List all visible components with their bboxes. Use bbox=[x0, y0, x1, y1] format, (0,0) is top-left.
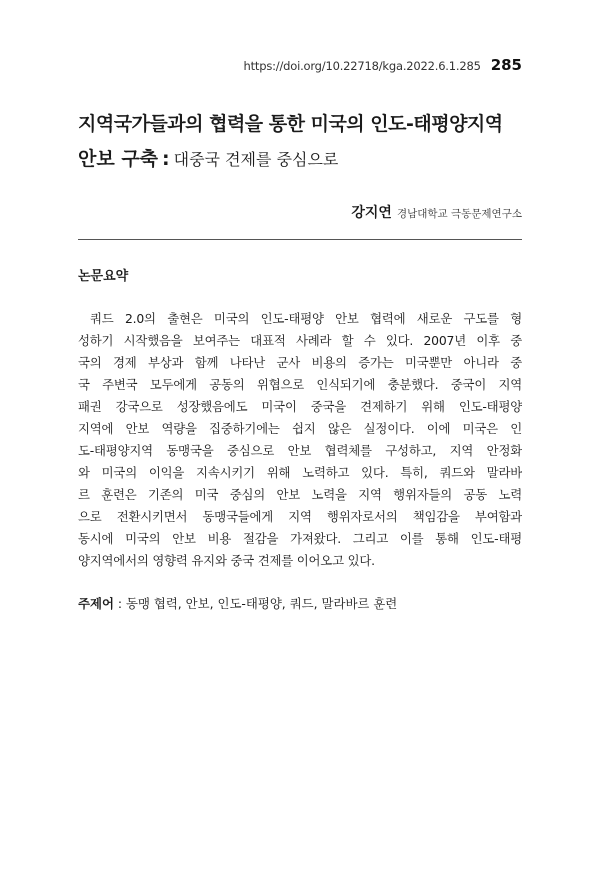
abstract-line: 성하기 시작했음을 보여주는 대표적 사례라 할 수 있다. 2007년 이후 중 bbox=[78, 333, 522, 348]
author-name: 강지연 bbox=[351, 205, 392, 221]
keywords-separator: : bbox=[113, 596, 126, 611]
abstract-body bbox=[78, 308, 522, 572]
abstract-line: 도-태평양지역 동맹국을 중심으로 안보 협력체를 구성하고, 지역 안정화 bbox=[78, 443, 522, 458]
title-line-2 bbox=[78, 144, 538, 175]
abstract-line: 지역에 안보 역량을 집중하기에는 쉽지 않은 실정이다. 이에 미국은 인 bbox=[78, 421, 522, 436]
author-affiliation: 경남대학교 극동문제연구소 bbox=[396, 208, 522, 220]
abstract-heading: 논문요약 bbox=[78, 269, 129, 284]
abstract-line: 쿼드 2.0의 출현은 미국의 인도-태평양 안보 협력에 새로운 구도를 형 bbox=[90, 311, 522, 326]
author-block bbox=[351, 202, 522, 222]
title-separator: : bbox=[162, 148, 170, 170]
page-number: 285 bbox=[490, 56, 522, 74]
abstract-line: 국의 경제 부상과 함께 나타난 군사 비용의 증가는 미국뿐만 아니라 중 bbox=[78, 355, 522, 370]
abstract-line: 패권 강국으로 성장했음에도 미국이 중국을 견제하기 위해 인도-태평양 bbox=[78, 399, 522, 414]
page-header bbox=[244, 56, 522, 74]
abstract-line: 르 훈련은 기존의 미국 중심의 안보 노력을 지역 행위자들의 공동 노력 bbox=[78, 487, 522, 502]
abstract-line: 국 주변국 모두에게 공동의 위협으로 인식되기에 충분했다. 중국이 지역 bbox=[78, 377, 522, 392]
divider bbox=[78, 239, 522, 240]
paper-subtitle: 대중국 견제를 중심으로 bbox=[173, 150, 339, 169]
doi-link[interactable]: https://doi.org/10.22718/kga.2022.6.1.285 bbox=[243, 59, 481, 73]
abstract-line: 동시에 미국의 안보 비용 절감을 가져왔다. 그리고 이를 통해 인도-태평 bbox=[78, 531, 522, 546]
abstract-line: 와 미국의 이익을 지속시키기 위해 노력하고 있다. 특히, 쿼드와 말라바 bbox=[78, 465, 522, 480]
paper-title bbox=[78, 110, 538, 175]
keywords bbox=[78, 594, 397, 612]
abstract-line: 으로 전환시키면서 동맹국들에게 지역 행위자로서의 책임감을 부여함과 bbox=[78, 509, 522, 524]
abstract-line: 양지역에서의 영향력 유지와 중국 견제를 이어오고 있다. bbox=[78, 553, 375, 568]
title-line-2-main: 안보 구축 bbox=[78, 148, 159, 170]
keywords-label: 주제어 bbox=[78, 596, 114, 611]
keywords-text: 동맹 협력, 안보, 인도-태평양, 쿼드, 말라바르 훈련 bbox=[125, 596, 398, 611]
title-line-1: 지역국가들과의 협력을 통한 미국의 인도-태평양지역 bbox=[78, 113, 503, 135]
